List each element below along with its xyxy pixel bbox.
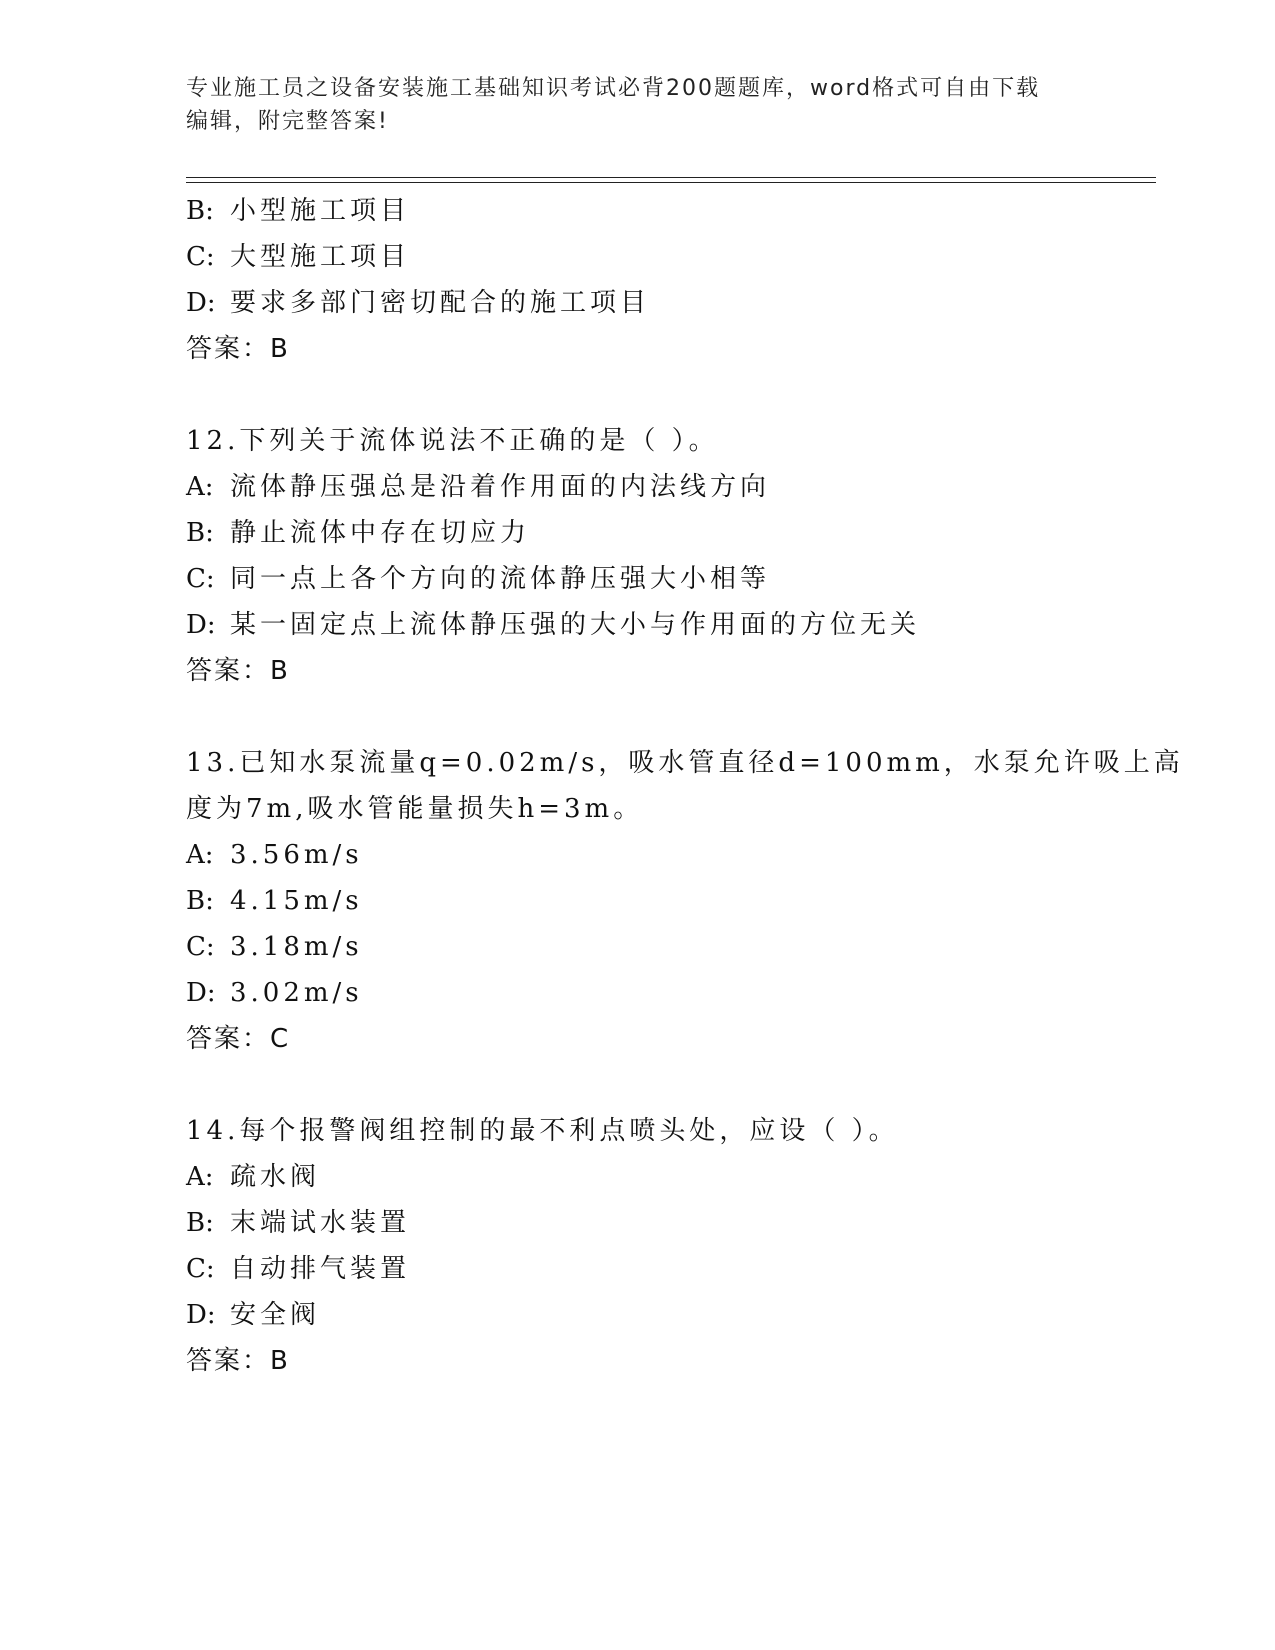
answer-line: 答案：B — [186, 334, 290, 364]
header-divider-bottom — [186, 182, 1156, 183]
option-text: 某一固定点上流体静压强的大小与作用面的方位无关 — [230, 610, 921, 640]
option-text: 安全阀 — [230, 1300, 321, 1330]
option-text: 小型施工项目 — [230, 196, 411, 226]
option-letter: D: — [186, 610, 216, 640]
option-text: 同一点上各个方向的流体静压强大小相等 — [230, 564, 771, 594]
option-text: 流体静压强总是沿着作用面的内法线方向 — [230, 472, 771, 502]
option-letter: B: — [186, 518, 214, 548]
option-c — [186, 1246, 1086, 1292]
option-text: 静止流体中存在切应力 — [230, 518, 531, 548]
option-b — [186, 510, 1086, 556]
option-letter: C: — [186, 564, 215, 594]
option-d — [186, 602, 1086, 648]
question-block-prev — [186, 188, 1086, 372]
option-d — [186, 970, 1086, 1016]
option-letter: B: — [186, 196, 214, 226]
header-title-line2: 编辑，附完整答案! — [186, 109, 389, 134]
option-b — [186, 188, 1086, 234]
option-text: 3.02m/s — [230, 978, 363, 1008]
document-header — [186, 72, 1086, 138]
option-text: 4.15m/s — [230, 886, 363, 916]
option-a — [186, 464, 1086, 510]
option-b — [186, 1200, 1086, 1246]
option-b — [186, 878, 1086, 924]
header-divider-top — [186, 177, 1156, 178]
question-block-14 — [186, 1108, 1086, 1384]
spacer — [186, 694, 1086, 740]
option-text: 3.56m/s — [230, 840, 363, 870]
option-c — [186, 234, 1086, 280]
option-letter: A: — [186, 840, 214, 870]
option-d — [186, 280, 1086, 326]
question-block-12 — [186, 418, 1086, 694]
option-c — [186, 924, 1086, 970]
option-text: 疏水阀 — [230, 1162, 321, 1192]
option-letter: B: — [186, 1208, 214, 1238]
spacer — [186, 372, 1086, 418]
option-letter: A: — [186, 1162, 214, 1192]
spacer — [186, 1062, 1086, 1108]
answer-line: 答案：C — [186, 1024, 291, 1054]
answer-line: 答案：B — [186, 656, 290, 686]
option-d — [186, 1292, 1086, 1338]
header-title-line1: 专业施工员之设备安装施工基础知识考试必背200题题库，word格式可自由下载 — [186, 76, 1041, 101]
option-letter: B: — [186, 886, 214, 916]
option-letter: C: — [186, 932, 215, 962]
question-list — [186, 188, 1184, 1384]
question-block-13 — [186, 740, 1184, 1062]
option-letter: C: — [186, 242, 215, 272]
question-text-line2: 度为7m,吸水管能量损失h=3m。 — [186, 794, 644, 824]
option-letter: D: — [186, 1300, 216, 1330]
option-text: 自动排气装置 — [230, 1254, 411, 1284]
option-a — [186, 1154, 1086, 1200]
option-letter: C: — [186, 1254, 215, 1284]
option-text: 要求多部门密切配合的施工项目 — [230, 288, 651, 318]
option-text: 大型施工项目 — [230, 242, 411, 272]
option-letter: A: — [186, 472, 214, 502]
option-text: 末端试水装置 — [230, 1208, 411, 1238]
question-text-line1: 13.已知水泵流量q=0.02m/s，吸水管直径d=100mm，水泵允许吸上高 — [186, 748, 1184, 778]
option-c — [186, 556, 1086, 602]
question-text: 12.下列关于流体说法不正确的是（ ）。 — [186, 426, 719, 456]
answer-line: 答案：B — [186, 1346, 290, 1376]
option-text: 3.18m/s — [230, 932, 363, 962]
option-letter: D: — [186, 288, 216, 318]
option-a — [186, 832, 1086, 878]
option-letter: D: — [186, 978, 216, 1008]
question-text: 14.每个报警阀组控制的最不利点喷头处，应设（ ）。 — [186, 1116, 899, 1146]
